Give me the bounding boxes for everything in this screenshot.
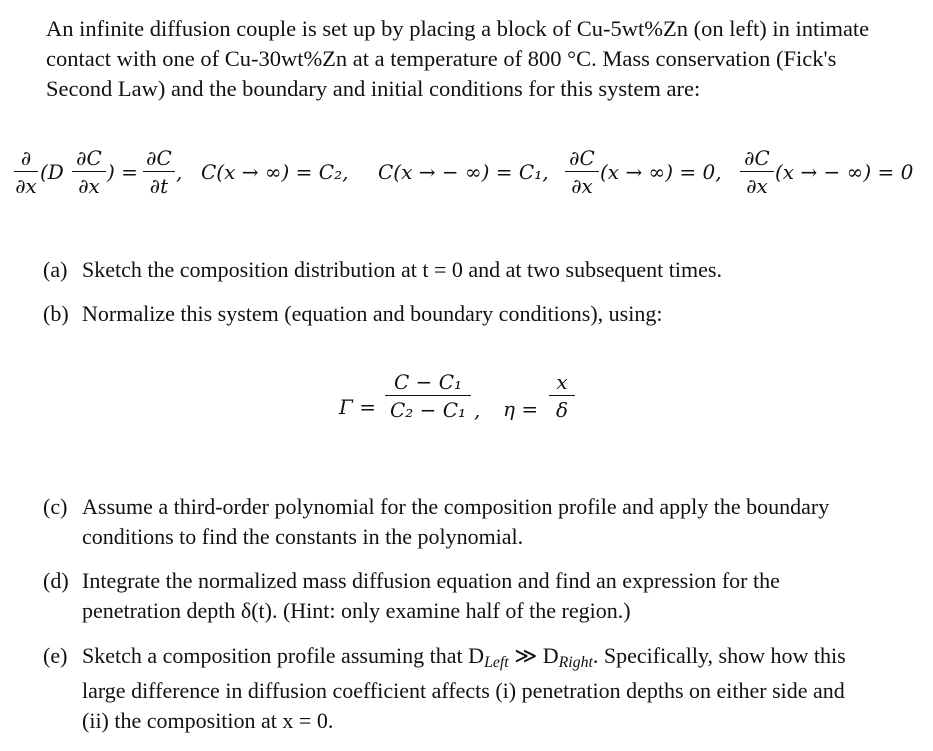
item-a-text: Sketch the composition distribution at t = 0 and at two subsequent times.	[82, 257, 722, 282]
frac-den: ∂x	[78, 174, 100, 198]
eta-numerator: x	[556, 370, 568, 394]
item-b-text: Normalize this system (equation and boundary conditions), using:	[82, 301, 663, 326]
item-e-line-2: large difference in diffusion coefficient affects (i) penetration depths on either side and	[82, 678, 845, 703]
close-equals: ) =	[107, 160, 138, 184]
item-c-line-2: conditions to find the constants in the polynomial.	[82, 524, 524, 549]
frac-dC-dx	[72, 146, 106, 198]
item-e-line-1-pre: Sketch a composition profile assuming that D	[82, 643, 485, 668]
intro-line-3: Second Law) and the boundary and initial conditions for this system are:	[46, 76, 701, 101]
comma: ,	[176, 160, 183, 184]
d-right-subscript: Right	[558, 653, 593, 671]
eta-fraction	[549, 370, 575, 422]
eta-equals: η =	[503, 397, 539, 421]
intro-line-2: contact with one of Cu-30wt%Zn at a temperature of 800 °C. Mass conservation (Fick's	[46, 46, 837, 71]
item-e-label: (e)	[43, 643, 68, 668]
item-b-label: (b)	[43, 301, 69, 326]
d-left-subscript: Left	[484, 653, 509, 671]
gamma-equals: Γ =	[339, 395, 376, 419]
frac-num: ∂C	[76, 146, 102, 170]
item-c-line-1: Assume a third-order polynomial for the composition profile and apply the boundary	[82, 494, 830, 519]
item-e-line-1	[82, 641, 846, 678]
frac-den: ∂x	[15, 174, 37, 198]
frac-dC-dt	[143, 146, 175, 198]
intro-line-1: An infinite diffusion couple is set up by placing a block of Cu-5wt%Zn (on left) in intimate	[46, 16, 870, 41]
bc-c-minus-inf: C(x → − ∞) = C₁,	[378, 160, 549, 184]
gamma-numerator: C − C₁	[393, 370, 463, 394]
gamma-fraction	[385, 370, 471, 422]
bc-flux-minus-inf: (x → − ∞) = 0	[775, 160, 914, 184]
frac-den: ∂x	[746, 174, 768, 198]
frac-num: ∂C	[146, 146, 172, 170]
frac-num: ∂	[20, 146, 32, 170]
item-d-line-1: Integrate the normalized mass diffusion equation and find an expression for the	[82, 568, 780, 593]
frac-dC-dx-bc4	[740, 146, 774, 198]
bc-c-plus-inf: C(x → ∞) = C₂,	[201, 160, 349, 184]
item-e-line-1-post: . Specifically, show how this	[592, 643, 846, 668]
bc-flux-plus-inf: (x → ∞) = 0,	[600, 160, 722, 184]
d-open: (D	[40, 160, 64, 184]
item-e-line-3: (ii) the composition at x = 0.	[82, 708, 334, 733]
item-a-label: (a)	[43, 257, 68, 282]
comma: ,	[474, 398, 481, 422]
much-greater: ≫ D	[508, 643, 559, 668]
frac-d-dx	[14, 146, 38, 198]
item-d-label: (d)	[43, 568, 69, 593]
frac-den: ∂x	[571, 174, 593, 198]
item-c-label: (c)	[43, 494, 68, 519]
gamma-denominator: C₂ − C₁	[389, 398, 467, 422]
item-d-line-2: penetration depth δ(t). (Hint: only examine half of the region.)	[82, 598, 631, 623]
frac-dC-dx-bc3	[565, 146, 599, 198]
frac-num: ∂C	[569, 146, 595, 170]
frac-den: ∂t	[149, 174, 169, 198]
frac-num: ∂C	[744, 146, 770, 170]
eta-denominator: δ	[555, 398, 569, 422]
